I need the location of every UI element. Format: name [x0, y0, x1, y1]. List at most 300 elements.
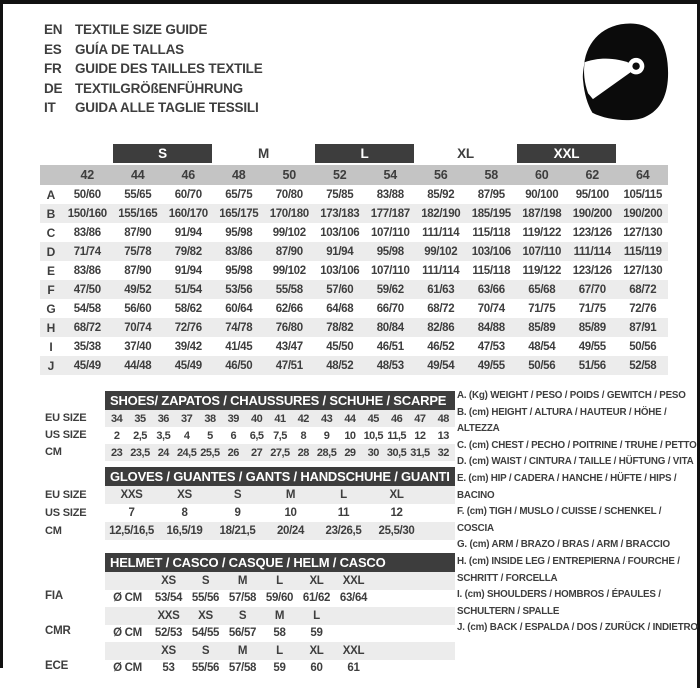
shoes-row: [105, 444, 455, 461]
size-value: 95/98: [376, 245, 404, 258]
row-letter: J: [47, 358, 55, 373]
language-code: IT: [44, 100, 56, 116]
size-value: 66/70: [376, 302, 404, 315]
shoes-value: 48: [437, 412, 449, 425]
row-letter: C: [46, 225, 56, 240]
column-header: 58: [484, 168, 498, 182]
size-value: 99/102: [272, 264, 306, 277]
size-value: 37/40: [124, 340, 152, 353]
size-band-l: [314, 144, 415, 165]
language-row: [44, 98, 263, 118]
size-value: 107/110: [522, 245, 561, 258]
legend-item-f: F. (cm) TIGH / MUSLO / CUISSE / SCHENKEL / COSCIA: [457, 506, 662, 534]
size-value: 165/175: [219, 207, 259, 220]
size-value: 85/89: [578, 321, 606, 334]
shoes-value: 27: [251, 446, 263, 459]
size-value: 78/82: [326, 321, 354, 334]
size-row-c: [40, 223, 668, 242]
column-header-row: [40, 165, 668, 185]
size-value: 41/45: [225, 340, 253, 353]
size-value: 83/88: [376, 188, 404, 201]
row-letter: B: [46, 206, 56, 221]
shoes-row-labels: [45, 410, 86, 461]
row-letter: F: [47, 282, 55, 297]
size-value: 111/114: [422, 226, 460, 239]
size-value: 87/90: [124, 226, 152, 239]
helmet-size-value: 55/56: [191, 592, 220, 605]
size-value: 48/52: [326, 359, 354, 372]
gloves-value: 20/24: [276, 525, 305, 537]
size-value: 103/106: [320, 264, 360, 277]
column-header: 52: [332, 168, 347, 182]
size-value: 45/49: [73, 359, 101, 372]
gloves-body: [105, 486, 455, 540]
language-code: ES: [44, 41, 62, 57]
size-value: 111/114: [573, 245, 611, 258]
size-value: 119/122: [522, 226, 561, 239]
helmet-size-header: S: [238, 609, 247, 622]
size-band-label: XXL: [517, 144, 616, 163]
gloves-row: [105, 522, 455, 540]
size-value: 65/68: [528, 283, 556, 296]
size-value: 105/115: [623, 188, 662, 201]
helmet-size-header: XS: [161, 574, 176, 587]
size-value: 60/64: [225, 302, 253, 315]
main-size-table: [40, 144, 668, 375]
helmet-size-header: M: [274, 609, 285, 622]
shoes-value: 13: [437, 429, 449, 442]
helmet-sizes-row: [105, 607, 455, 625]
size-value: 155/165: [118, 207, 158, 220]
helmet-size-header: XL: [309, 574, 324, 587]
gloves-value: 10: [284, 507, 297, 519]
size-band-label: XL: [457, 146, 474, 161]
size-value: 123/126: [572, 226, 612, 239]
size-value: 68/72: [73, 321, 101, 334]
size-row-h: [40, 318, 668, 337]
helmet-size-header: XL: [309, 644, 324, 657]
helmet-size-header: XXL: [342, 644, 365, 657]
legend-item-a: A. (Kg) WEIGHT / PESO / POIDS / GEWITCH / PESO: [457, 390, 686, 401]
size-value: 83/86: [73, 264, 101, 277]
main-table-body: [40, 185, 668, 375]
size-value: 72/76: [174, 321, 202, 334]
size-value: 72/76: [629, 302, 657, 315]
shoes-value: 37: [181, 412, 193, 425]
gloves-label-cm: CM: [45, 525, 62, 537]
helmet-body: [105, 572, 455, 677]
shoes-value: 41: [274, 412, 286, 425]
size-value: 70/80: [275, 188, 303, 201]
gloves-value: 16,5/19: [166, 525, 203, 537]
size-value: 99/102: [424, 245, 458, 258]
helmet-values-row: [105, 660, 455, 678]
size-value: 58/62: [174, 302, 202, 315]
measurement-legend: [457, 388, 699, 637]
language-title: GUIDA ALLE TAGLIE TESSILI: [75, 100, 259, 116]
shoes-value: 9: [323, 429, 330, 442]
size-value: 55/65: [124, 188, 152, 201]
size-value: 59/62: [376, 283, 404, 296]
column-header: 60: [534, 168, 549, 182]
size-value: 185/195: [471, 207, 511, 220]
language-row: [44, 40, 263, 60]
gloves-value: 9: [234, 507, 241, 519]
size-value: 56/60: [124, 302, 152, 315]
column-header: 56: [433, 168, 448, 182]
size-value: 61/63: [427, 283, 455, 296]
gloves-value: L: [340, 489, 347, 501]
gloves-row-labels: [45, 486, 86, 540]
helmet-size-value: Ø CM: [113, 627, 142, 640]
language-title: TEXTILGRÖßENFÜHRUNG: [75, 80, 243, 96]
shoes-value: 27,5: [270, 446, 290, 459]
gloves-value: XL: [389, 489, 404, 501]
size-value: 50/56: [629, 340, 657, 353]
shoes-value: 8: [300, 429, 307, 442]
size-value: 190/200: [572, 207, 612, 220]
size-row-a: [40, 185, 668, 204]
helmet-size-value: 55/56: [191, 662, 220, 675]
shoes-value: 2,5: [133, 429, 147, 442]
shoes-value: 39: [227, 412, 239, 425]
row-letter: G: [46, 301, 56, 316]
helmet-sizes-row: [105, 572, 455, 590]
helmet-size-value: 60: [310, 662, 323, 675]
size-value: 47/53: [477, 340, 505, 353]
helmet-label-cmr: CMR: [45, 625, 71, 637]
column-header: 54: [383, 168, 397, 182]
helmet-title-bar: HELMET / CASCO / CASQUE / HELM / CASCO: [105, 553, 455, 572]
size-value: 45/49: [174, 359, 202, 372]
shoes-value: 30: [367, 446, 379, 459]
gloves-value: 12: [390, 507, 403, 519]
size-value: 80/84: [376, 321, 404, 334]
helmet-size-value: 59: [273, 662, 286, 675]
size-value: 68/72: [427, 302, 455, 315]
size-value: 107/110: [371, 226, 410, 239]
shoes-label-cm: CM: [45, 446, 62, 458]
column-header: 42: [80, 168, 94, 182]
gloves-row: [105, 504, 455, 522]
gloves-value: XS: [177, 489, 192, 501]
gloves-label-eu-size: EU SIZE: [45, 489, 87, 501]
gloves-value: 18/21,5: [219, 525, 256, 537]
size-value: 49/52: [124, 283, 152, 296]
size-value: 49/54: [427, 359, 455, 372]
shoes-label-eu-size: EU SIZE: [45, 412, 87, 424]
helmet-section: [105, 553, 455, 677]
size-value: 95/98: [225, 226, 253, 239]
gloves-label-us-size: US SIZE: [45, 507, 87, 519]
size-value: 99/102: [272, 226, 306, 239]
size-value: 190/200: [623, 207, 663, 220]
helmet-size-header: L: [276, 574, 283, 587]
size-value: 71/75: [578, 302, 606, 315]
language-title: GUÍA DE TALLAS: [75, 41, 184, 57]
helmet-sizes-row: [105, 642, 455, 660]
legend-item-j: J. (cm) BACK / ESPALDA / DOS / ZURÜCK / INDIETRO: [457, 622, 698, 634]
shoes-label-us-size: US SIZE: [45, 429, 87, 441]
size-value: 35/38: [73, 340, 101, 353]
size-value: 65/75: [225, 188, 253, 201]
shoes-value: 47: [414, 412, 426, 425]
helmet-size-value: 54/55: [191, 627, 220, 640]
frame-border-top: [0, 0, 700, 4]
shoes-value: 23,5: [130, 446, 150, 459]
size-value: 47/51: [275, 359, 303, 372]
shoes-value: 43: [320, 412, 333, 425]
shoes-value: 32: [437, 446, 449, 459]
size-value: 95/98: [225, 264, 253, 277]
size-value: 76/80: [275, 321, 303, 334]
column-header: 46: [181, 168, 195, 182]
helmet-size-value: 59/60: [265, 592, 294, 605]
size-value: 87/91: [629, 321, 657, 334]
size-value: 50/60: [73, 188, 101, 201]
shoes-value: 42: [297, 412, 309, 425]
size-value: 51/56: [578, 359, 606, 372]
size-band-label: S: [113, 144, 212, 163]
shoes-value: 11,5: [387, 429, 406, 442]
shoes-value: 24: [157, 446, 169, 459]
helmet-size-value: Ø CM: [113, 662, 142, 675]
size-value: 53/56: [225, 283, 253, 296]
legend-item-g: G. (cm) ARM / BRAZO / BRAS / ARM / BRACCIO: [457, 539, 670, 551]
size-value: 103/106: [471, 245, 511, 258]
helmet-size-header: L: [313, 609, 320, 622]
size-value: 84/88: [477, 321, 505, 334]
row-letter: E: [46, 263, 55, 278]
language-row: [44, 20, 263, 40]
gloves-title-bar: GLOVES / GUANTES / GANTS / HANDSCHUHE / GUANTI: [105, 467, 455, 486]
size-value: 115/119: [623, 245, 662, 258]
shoes-value: 45: [367, 412, 379, 425]
helmet-values-row: [105, 625, 455, 643]
shoes-value: 24,5: [176, 446, 197, 459]
size-value: 95/100: [575, 188, 609, 201]
size-value: 63/66: [477, 283, 505, 296]
row-letter: A: [46, 187, 56, 202]
shoes-value: 2: [113, 429, 120, 442]
helmet-size-header: XXL: [342, 574, 365, 587]
language-code: EN: [44, 22, 63, 38]
gloves-value: S: [233, 489, 242, 501]
shoes-value: 5: [207, 429, 213, 442]
size-value: 39/42: [174, 340, 202, 353]
size-value: 74/78: [225, 321, 253, 334]
size-row-j: [40, 356, 668, 375]
size-band-m: [213, 144, 314, 165]
shoes-value: 6,5: [249, 429, 264, 442]
size-value: 173/183: [320, 207, 360, 220]
shoes-value: 6: [230, 429, 237, 442]
helmet-size-value: 61/62: [302, 592, 331, 605]
helmet-size-value: 52/53: [154, 627, 183, 640]
shoes-value: 46: [390, 412, 403, 425]
size-value: 119/122: [522, 264, 561, 277]
helmet-size-value: 59: [310, 627, 323, 640]
size-band-s: [112, 144, 213, 165]
row-letter: I: [49, 339, 53, 354]
size-row-d: [40, 242, 668, 261]
size-value: 83/86: [73, 226, 101, 239]
size-value: 177/187: [370, 207, 410, 220]
size-value: 123/126: [572, 264, 612, 277]
helmet-size-header: M: [237, 574, 248, 587]
size-value: 52/58: [629, 359, 657, 372]
language-code: DE: [44, 80, 63, 96]
size-value: 50/56: [528, 359, 556, 372]
shoes-row: [105, 427, 455, 444]
helmet-values-row: [105, 590, 455, 608]
legend-item-c: C. (cm) CHEST / PECHO / POITRINE / TRUHE / PETTO: [457, 439, 697, 451]
size-row-f: [40, 280, 668, 299]
shoes-value: 44: [344, 412, 356, 425]
size-band-label: L: [315, 144, 414, 163]
helmet-size-header: M: [237, 644, 248, 657]
helmet-size-value: Ø CM: [113, 592, 142, 605]
size-band-xl: [415, 144, 516, 165]
shoes-value: 23: [111, 446, 123, 459]
shoes-value: 30,5: [386, 446, 407, 459]
size-value: 48/53: [376, 359, 404, 372]
size-value: 90/100: [525, 188, 559, 201]
legend-item-e: E. (cm) HIP / CADERA / HANCHE / HÜFTE / HIPS / BACINO: [457, 472, 677, 501]
size-value: 87/95: [477, 188, 505, 201]
gloves-value: XXS: [120, 489, 143, 501]
legend-item-d: D. (cm) WAIST / CINTURA / TAILLE / HÜFTUNG / VITA: [457, 456, 694, 468]
size-value: 44/48: [124, 359, 152, 372]
legend-item-b: B. (cm) HEIGHT / ALTURA / HAUTEUR / HÖHE / ALTEZZA: [457, 406, 667, 435]
gloves-value: 12,5/16,5: [109, 525, 154, 537]
helmet-size-value: 61: [347, 662, 360, 675]
legend-item-h: H. (cm) INSIDE LEG / ENTREPIERNA / FOURCHE / SCHRITT / FORCELLA: [457, 555, 680, 584]
shoes-value: 34: [111, 412, 123, 425]
size-value: 71/74: [73, 245, 101, 258]
size-value: 85/92: [427, 188, 455, 201]
helmet-label-fia: FIA: [45, 590, 63, 602]
size-value: 60/70: [174, 188, 202, 201]
size-value: 49/55: [578, 340, 606, 353]
shoes-value: 36: [157, 412, 169, 425]
size-row-b: [40, 204, 668, 223]
helmet-size-header: S: [201, 644, 210, 657]
language-row: [44, 59, 263, 79]
helmet-size-header: XS: [161, 644, 176, 657]
helmet-size-value: 63/64: [339, 592, 368, 605]
size-value: 182/190: [421, 207, 461, 220]
helmet-size-value: 57/58: [228, 662, 257, 675]
size-value: 79/82: [174, 245, 202, 258]
size-value: 47/50: [73, 283, 101, 296]
size-value: 62/66: [275, 302, 303, 315]
frame-border-left: [0, 0, 3, 668]
size-value: 55/58: [275, 283, 303, 296]
helmet-label-ece: ECE: [45, 660, 69, 672]
shoes-value: 3,5: [156, 429, 171, 442]
size-value: 46/51: [376, 340, 404, 353]
shoes-value: 10,5: [363, 429, 383, 442]
size-value: 83/86: [225, 245, 253, 258]
shoes-value: 31,5: [410, 446, 430, 459]
size-value: 43/47: [275, 340, 303, 353]
size-value: 91/94: [174, 226, 202, 239]
size-value: 103/106: [320, 226, 360, 239]
size-value: 54/58: [73, 302, 101, 315]
helmet-size-value: 53: [162, 662, 175, 675]
shoes-value: 7,5: [273, 429, 287, 442]
size-value: 127/130: [623, 226, 663, 239]
size-value: 91/94: [174, 264, 202, 277]
size-band-xxl: [516, 144, 617, 165]
column-header: 64: [635, 168, 650, 182]
size-value: 67/70: [578, 283, 606, 296]
gloves-value: 7: [128, 507, 135, 519]
shoes-value: 10: [344, 429, 356, 442]
language-row: [44, 79, 263, 99]
helmet-icon: [574, 20, 671, 122]
column-header: 48: [231, 168, 246, 182]
size-value: 70/74: [477, 302, 505, 315]
size-band-row: [40, 144, 668, 165]
size-value: 115/118: [472, 264, 511, 277]
size-value: 127/130: [623, 264, 663, 277]
helmet-size-value: 58: [273, 627, 286, 640]
shoes-value: 28: [297, 446, 309, 459]
gloves-value: 23/26,5: [325, 525, 362, 537]
size-value: 51/54: [174, 283, 202, 296]
helmet-size-header: XS: [198, 609, 213, 622]
helmet-size-header: XXS: [157, 609, 180, 622]
gloves-value: 25,5/30: [378, 525, 415, 537]
shoes-value: 26: [227, 446, 239, 459]
shoes-value: 12: [414, 429, 426, 442]
size-value: 87/90: [275, 245, 303, 258]
size-value: 64/68: [326, 302, 354, 315]
size-value: 91/94: [326, 245, 354, 258]
legend-item-i: I. (cm) SHOULDERS / HOMBROS / ÉPAULES / SCHULTERN / SPALLE: [457, 589, 661, 617]
shoes-section: [105, 391, 455, 461]
row-letter: D: [46, 244, 56, 259]
size-value: 49/55: [477, 359, 505, 372]
column-header: 62: [585, 168, 599, 182]
size-value: 115/118: [472, 226, 511, 239]
shoes-value: 25,5: [200, 446, 220, 459]
row-letter: H: [46, 320, 56, 335]
size-value: 46/50: [225, 359, 253, 372]
gloves-value: 11: [337, 507, 350, 519]
shoes-value: 35: [134, 412, 146, 425]
shoes-title-bar: SHOES/ ZAPATOS / CHAUSSURES / SCHUHE / SCARPE: [105, 391, 455, 410]
band-spacer-right: [617, 144, 667, 165]
shoes-row: [105, 410, 455, 427]
gloves-value: M: [285, 489, 296, 501]
helmet-size-header: S: [201, 574, 210, 587]
helmet-size-value: 56/57: [228, 627, 257, 640]
gloves-section: [105, 467, 455, 540]
shoes-value: 40: [251, 412, 263, 425]
size-band-label: M: [257, 146, 270, 161]
shoes-value: 4: [183, 429, 190, 442]
size-value: 75/78: [124, 245, 152, 258]
size-value: 45/50: [326, 340, 354, 353]
size-value: 71/75: [528, 302, 556, 315]
shoes-value: 29: [344, 446, 356, 459]
size-row-i: [40, 337, 668, 356]
size-value: 160/170: [168, 207, 208, 220]
helmet-size-header: L: [276, 644, 283, 657]
